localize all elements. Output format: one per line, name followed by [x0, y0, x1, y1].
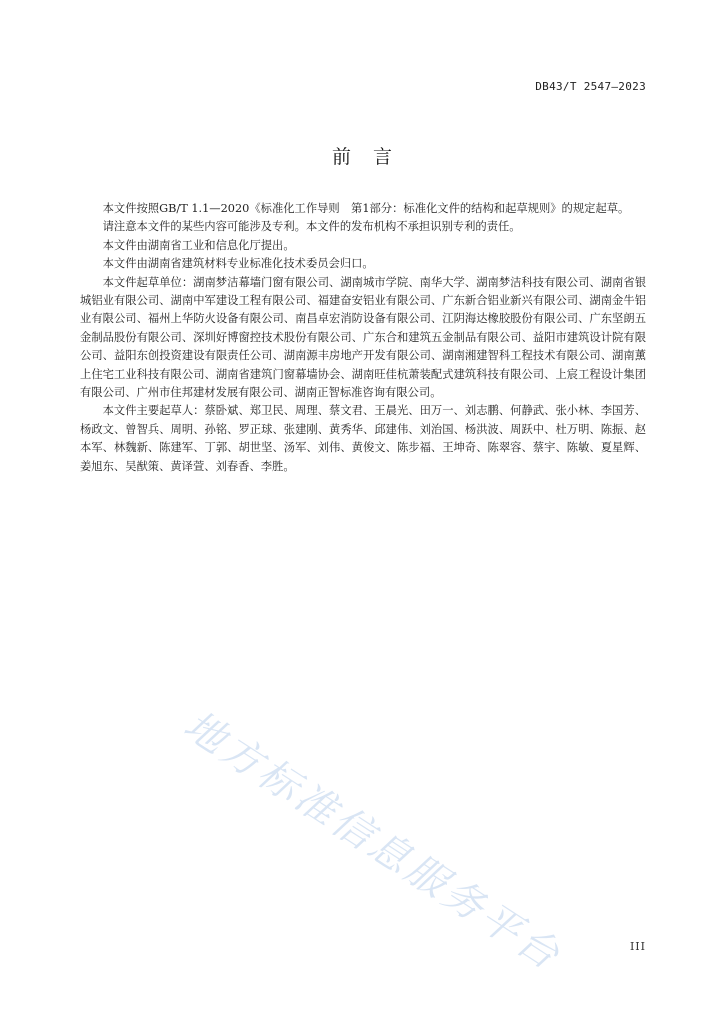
paragraph-centralized-by: 本文件由湖南省建筑材料专业标准化技术委员会归口。: [102, 257, 374, 271]
section-title: 前言: [331, 146, 414, 168]
paragraph-drafting-basis: 本文件按照GB/T 1.1—2020《标准化工作导则 第1部分：标准化文件的结构和起草规则》的规定起草。: [102, 202, 630, 215]
paragraph-drafting-units: 本文件起草单位：湖南梦洁幕墙门窗有限公司、湖南城市学院、南华大学、湖南梦洁科技有限公司、湖南省银城铝业有限公司、湖南中军建设工程有限公司、福建奋安铝业有限公司、广东新合铝业新兴有限公司、湖南金牛铝业有限公司、福州上华防火设备有限公司、南昌卓宏消防设备有限公司、江阴海达橡胶股份有限公司、广东坚朗五金制品股份有限公司、深圳好博窗控技术股份有限公司、广东合和建筑五金制品有限公司、益阳市建筑设计院有限公司、益阳东创投资建设有限责任公司、湖南源丰房地产开发有限公司、湖南湘建智科工程技术有限公司、湖南薰上住宅工业科技有限公司、湖南省建筑门窗幕墙协会、湖南旺佳杭萧装配式建筑科技有限公司、上宸工程设计集团有限公司、广州市住邦建材发展有限公司、湖南正智标准咨询有限公司。: [80, 275, 646, 400]
document-code: DB43/T 2547—2023: [535, 80, 646, 93]
paragraph-proposer: 本文件由湖南省工业和信息化厅提出。: [102, 238, 295, 252]
watermark: 地方标准信息服务平台: [175, 702, 570, 981]
paragraph-patent-notice: 请注意本文件的某些内容可能涉及专利。本文件的发布机构不承担识别专利的责任。: [102, 220, 521, 234]
page-number: III: [629, 940, 646, 953]
paragraph-drafters: 本文件主要起草人：蔡卧斌、郑卫民、周理、蔡文君、王晨光、田万一、刘志鹏、何静武、张小林、李国芳、杨政文、曾智兵、周明、孙铭、罗正球、张建刚、黄秀华、邱建伟、刘治国、杨洪波、周跃中、杜万明、陈振、赵本军、林魏新、陈建军、丁郭、胡世坚、汤军、刘伟、黄俊文、陈步福、王坤奇、陈翠容、蔡宇、陈敏、夏星辉、姜旭东、吴猷策、黄译萱、刘春香、李胜。: [80, 404, 646, 473]
foreword-body: [80, 200, 646, 476]
